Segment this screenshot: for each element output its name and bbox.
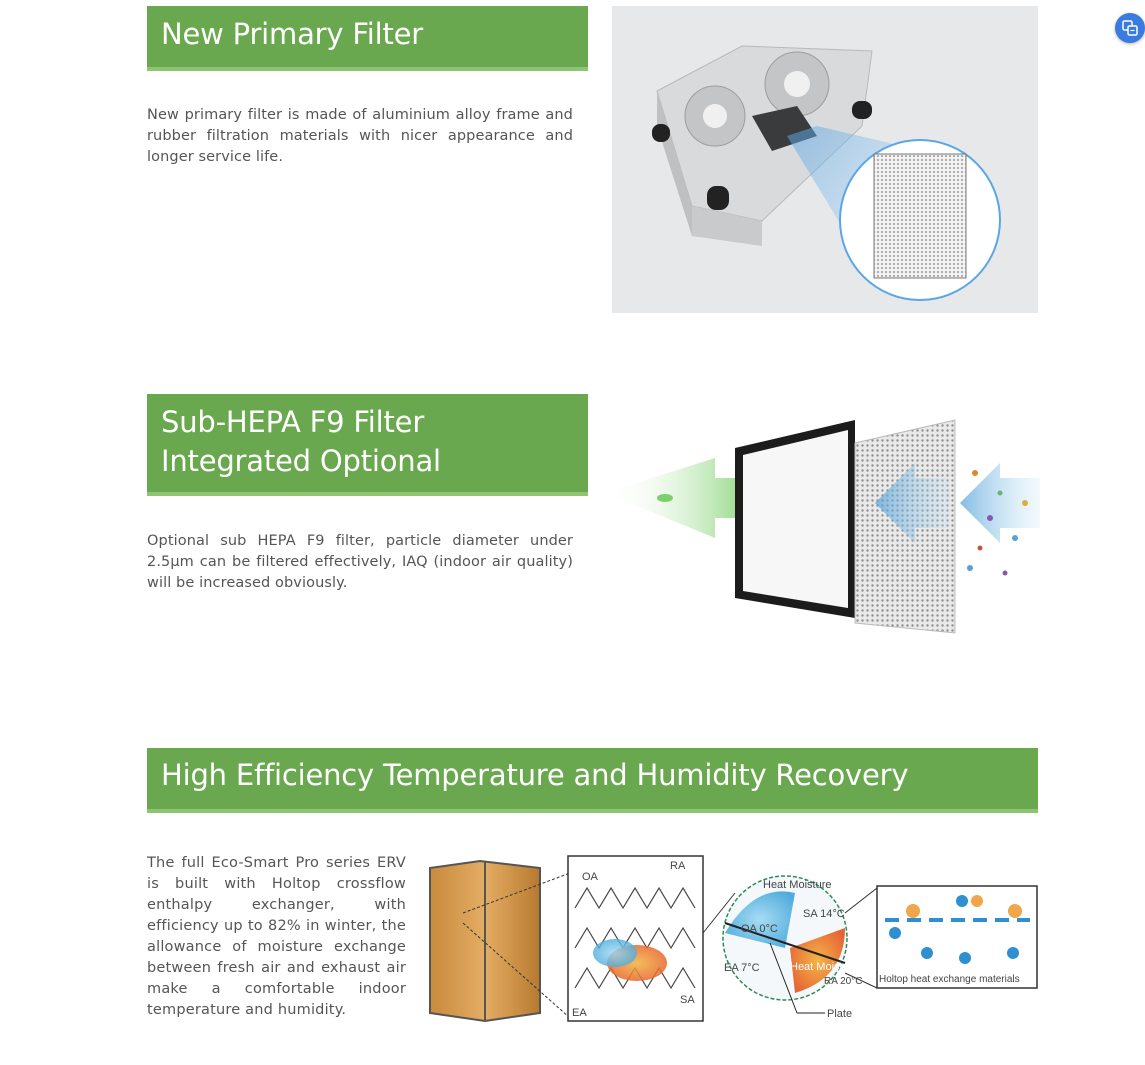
diagram-sa-temp: SA 14°C <box>803 908 845 920</box>
translate-icon <box>1122 20 1138 36</box>
diagram-heat-moisture-top: Heat Moisture <box>763 879 832 891</box>
section-1-body: New primary filter is made of aluminium alloy frame and rubber filtration materials with nicer appearance and longer service life. <box>147 107 573 165</box>
heat-exchange-diagram <box>425 853 1040 1025</box>
diagram-ra-label: RA <box>670 860 686 872</box>
section-3-title: High Efficiency Temperature and Humidity Recovery <box>161 758 909 792</box>
diagram-ea-temp: EA 7°C <box>724 962 760 974</box>
hepa-filter-image <box>605 418 1040 640</box>
diagram-heat-moisture-bottom: Heat Moisture <box>790 961 859 973</box>
section-2-title-line2: Integrated Optional <box>161 444 441 478</box>
section-1-banner <box>147 6 588 71</box>
diagram-materials-label: Holtop heat exchange materials <box>879 974 1020 985</box>
translate-button[interactable] <box>1115 13 1145 43</box>
section-3-body: The full Eco-Smart Pro series ERV is built with Holtop crossflow enthalpy exchanger, with efficiency up to 82% in winter, the allowance of moisture exchange between fresh air and exhaust air make a comfortable indoor temperature and humidity. <box>147 855 406 1018</box>
diagram-ra-temp: RA 20°C <box>824 976 863 987</box>
section-1-title: New Primary Filter <box>161 17 423 51</box>
diagram-oa-temp: OA 0°C <box>741 923 778 935</box>
section-3-banner <box>147 748 1038 813</box>
section-2-title-line1: Sub-HEPA F9 Filter <box>161 405 425 439</box>
section-2-banner <box>147 394 588 496</box>
diagram-plate-label: Plate <box>827 1008 853 1020</box>
diagram-ea-label: EA <box>572 1007 587 1019</box>
diagram-oa-label: OA <box>582 871 598 883</box>
section-2-body: Optional sub HEPA F9 filter, particle diameter under 2.5μm can be filtered effectively, IAQ (indoor air quality) will be increased obviously. <box>147 533 573 591</box>
primary-filter-image <box>612 6 1038 313</box>
diagram-sa-label: SA <box>680 994 695 1006</box>
